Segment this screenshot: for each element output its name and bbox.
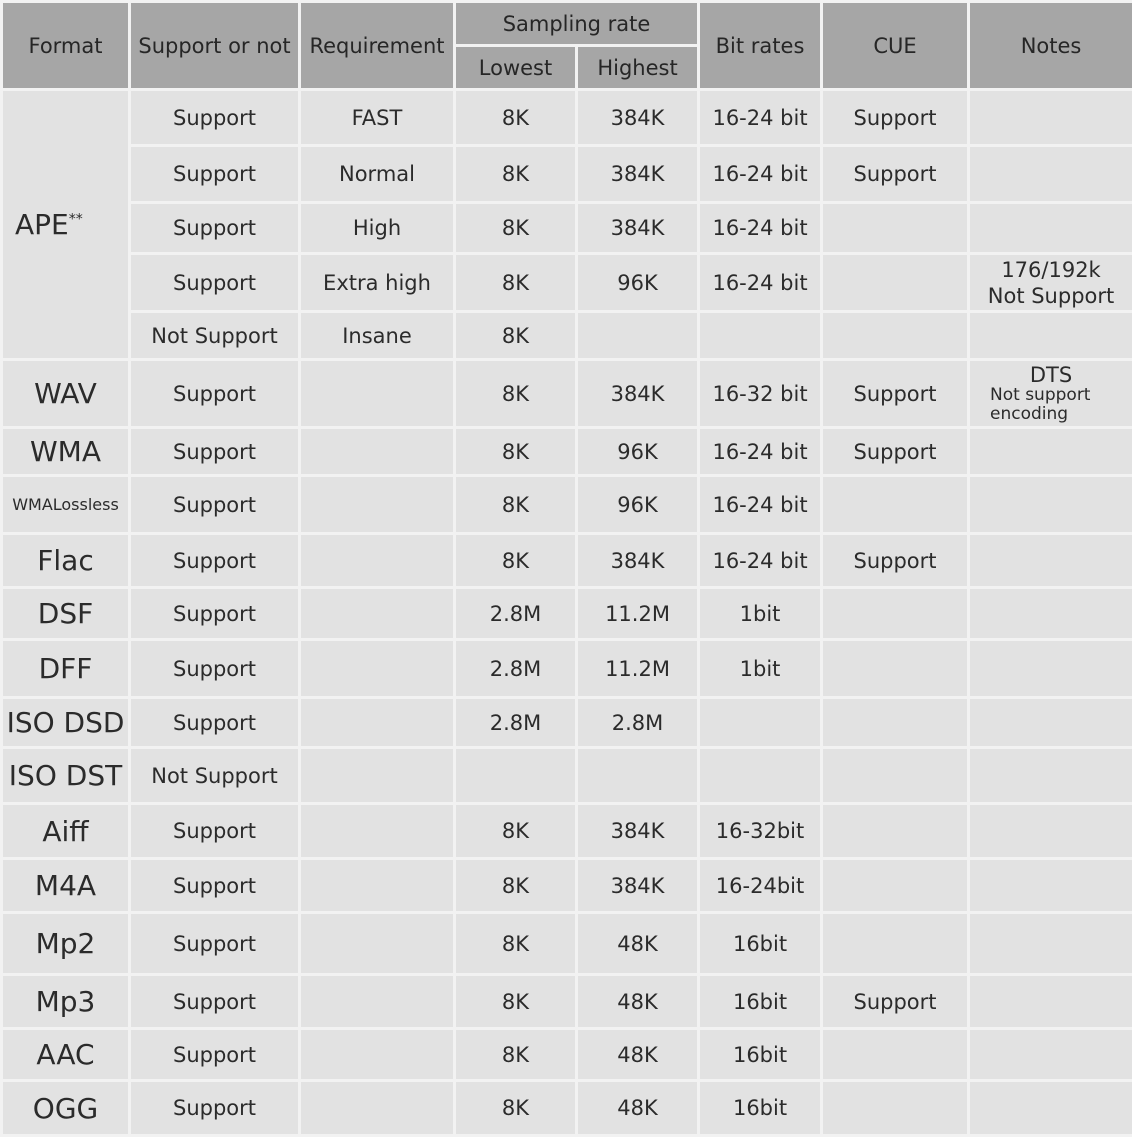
lowest-cell: 8K: [455, 428, 577, 476]
notes-cell: [969, 588, 1132, 640]
requirement-cell: [300, 975, 455, 1029]
cue-cell: [822, 748, 969, 804]
support-cell: Support: [130, 975, 300, 1029]
header-cue: CUE: [822, 2, 969, 90]
highest-cell: 384K: [577, 203, 699, 254]
lowest-cell: 8K: [455, 534, 577, 588]
cue-cell: [822, 254, 969, 312]
support-cell: Support: [130, 360, 300, 428]
support-cell: Support: [130, 1081, 300, 1136]
requirement-cell: [300, 1029, 455, 1081]
requirement-cell: [300, 748, 455, 804]
format-cell: M4A: [2, 859, 130, 913]
bits-cell: [699, 748, 822, 804]
notes-cell: [969, 476, 1132, 534]
bits-cell: 1bit: [699, 640, 822, 698]
cue-cell: [822, 698, 969, 748]
requirement-cell: [300, 640, 455, 698]
notes-cell: [969, 913, 1132, 975]
cue-cell: Support: [822, 90, 969, 146]
table-row: [2, 203, 1132, 254]
highest-cell: 96K: [577, 476, 699, 534]
notes-cell: [969, 698, 1132, 748]
format-cell: ISO DST: [2, 748, 130, 804]
notes-cell: [969, 1029, 1132, 1081]
lowest-cell: 2.8M: [455, 640, 577, 698]
highest-cell: 384K: [577, 360, 699, 428]
format-cell: WAV: [2, 360, 130, 428]
format-cell-ape: [2, 90, 130, 360]
bits-cell: 16-24 bit: [699, 254, 822, 312]
table-row: [2, 312, 1132, 360]
table-row: [2, 698, 1132, 748]
header-highest: Highest: [577, 46, 699, 90]
format-cell: Aiff: [2, 804, 130, 859]
bits-cell: 16bit: [699, 1081, 822, 1136]
highest-cell: 96K: [577, 254, 699, 312]
highest-cell: 48K: [577, 1029, 699, 1081]
requirement-cell: [300, 698, 455, 748]
format-cell: DFF: [2, 640, 130, 698]
support-cell: Support: [130, 254, 300, 312]
requirement-cell: [300, 428, 455, 476]
highest-cell: 384K: [577, 534, 699, 588]
lowest-cell: 8K: [455, 312, 577, 360]
bits-cell: 16-24 bit: [699, 90, 822, 146]
highest-cell: 48K: [577, 975, 699, 1029]
lowest-cell: 8K: [455, 90, 577, 146]
highest-cell: 48K: [577, 913, 699, 975]
table-row: [2, 1081, 1132, 1136]
lowest-cell: 8K: [455, 476, 577, 534]
support-cell: Support: [130, 588, 300, 640]
footnote-mark: **: [69, 212, 83, 228]
support-cell: Support: [130, 428, 300, 476]
table-row: [2, 588, 1132, 640]
requirement-cell: FAST: [300, 90, 455, 146]
bits-cell: 16bit: [699, 913, 822, 975]
table-header: [2, 2, 1132, 90]
highest-cell: 384K: [577, 859, 699, 913]
cue-cell: [822, 859, 969, 913]
highest-cell: 384K: [577, 90, 699, 146]
requirement-cell: [300, 804, 455, 859]
table-row: [2, 146, 1132, 203]
bits-cell: 16bit: [699, 975, 822, 1029]
lowest-cell: 2.8M: [455, 588, 577, 640]
notes-cell: [969, 146, 1132, 203]
requirement-cell: Normal: [300, 146, 455, 203]
lowest-cell: 8K: [455, 360, 577, 428]
requirement-cell: High: [300, 203, 455, 254]
cue-cell: Support: [822, 428, 969, 476]
table-row: [2, 534, 1132, 588]
cue-cell: [822, 913, 969, 975]
cue-cell: Support: [822, 360, 969, 428]
requirement-cell: [300, 913, 455, 975]
requirement-cell: [300, 588, 455, 640]
highest-cell: 384K: [577, 804, 699, 859]
cue-cell: [822, 203, 969, 254]
format-label: APE: [15, 208, 69, 241]
support-cell: Support: [130, 698, 300, 748]
header-sampling-rate: Sampling rate: [455, 2, 699, 46]
bits-cell: 16-32 bit: [699, 360, 822, 428]
format-cell: AAC: [2, 1029, 130, 1081]
notes-cell: [969, 203, 1132, 254]
table-row: [2, 476, 1132, 534]
requirement-cell: [300, 360, 455, 428]
notes-cell: [969, 312, 1132, 360]
support-cell: Not Support: [130, 312, 300, 360]
cue-cell: Support: [822, 146, 969, 203]
header-support: Support or not: [130, 2, 300, 90]
bits-cell: 16-24 bit: [699, 534, 822, 588]
cue-cell: [822, 588, 969, 640]
requirement-cell: [300, 1081, 455, 1136]
highest-cell: [577, 748, 699, 804]
support-cell: Support: [130, 1029, 300, 1081]
cue-cell: [822, 1081, 969, 1136]
table-row: [2, 913, 1132, 975]
notes-cell: [969, 859, 1132, 913]
lowest-cell: 8K: [455, 804, 577, 859]
notes-cell: [969, 254, 1132, 312]
note-text: DTS: [970, 364, 1132, 386]
table-row: [2, 859, 1132, 913]
lowest-cell: 2.8M: [455, 698, 577, 748]
table-row: [2, 640, 1132, 698]
notes-cell: [969, 748, 1132, 804]
bits-cell: [699, 312, 822, 360]
requirement-cell: Insane: [300, 312, 455, 360]
notes-cell: [969, 1081, 1132, 1136]
support-cell: Support: [130, 90, 300, 146]
note-text: 176/192k: [970, 257, 1132, 283]
bits-cell: 16-24 bit: [699, 203, 822, 254]
lowest-cell: 8K: [455, 146, 577, 203]
table-row: [2, 428, 1132, 476]
highest-cell: 11.2M: [577, 640, 699, 698]
header-format: Format: [2, 2, 130, 90]
lowest-cell: [455, 748, 577, 804]
requirement-cell: [300, 476, 455, 534]
requirement-cell: Extra high: [300, 254, 455, 312]
highest-cell: [577, 312, 699, 360]
table-row: [2, 748, 1132, 804]
notes-cell: [969, 804, 1132, 859]
cue-cell: [822, 804, 969, 859]
support-cell: Support: [130, 804, 300, 859]
table-row: [2, 804, 1132, 859]
bits-cell: 16bit: [699, 1029, 822, 1081]
note-text: encoding: [970, 405, 1132, 424]
notes-cell: [969, 90, 1132, 146]
highest-cell: 48K: [577, 1081, 699, 1136]
note-text: Not support: [970, 386, 1132, 405]
support-cell: Support: [130, 146, 300, 203]
table-row: [2, 90, 1132, 146]
format-cell: OGG: [2, 1081, 130, 1136]
bits-cell: 1bit: [699, 588, 822, 640]
lowest-cell: 8K: [455, 975, 577, 1029]
cue-cell: [822, 640, 969, 698]
header-requirement: Requirement: [300, 2, 455, 90]
highest-cell: 96K: [577, 428, 699, 476]
highest-cell: 384K: [577, 146, 699, 203]
lowest-cell: 8K: [455, 913, 577, 975]
bits-cell: [699, 698, 822, 748]
table-row: [2, 975, 1132, 1029]
support-cell: Support: [130, 534, 300, 588]
table-row: [2, 1029, 1132, 1081]
lowest-cell: 8K: [455, 859, 577, 913]
support-cell: Not Support: [130, 748, 300, 804]
format-cell: Mp3: [2, 975, 130, 1029]
table-body: [2, 90, 1132, 1136]
format-cell: WMALossless: [2, 476, 130, 534]
notes-cell: [969, 534, 1132, 588]
notes-cell: [969, 975, 1132, 1029]
cue-cell: [822, 1029, 969, 1081]
lowest-cell: 8K: [455, 254, 577, 312]
cue-cell: [822, 312, 969, 360]
lowest-cell: 8K: [455, 203, 577, 254]
notes-cell: [969, 640, 1132, 698]
support-cell: Support: [130, 640, 300, 698]
bits-cell: 16-32bit: [699, 804, 822, 859]
cue-cell: Support: [822, 534, 969, 588]
table-row: [2, 360, 1132, 428]
requirement-cell: [300, 859, 455, 913]
highest-cell: 2.8M: [577, 698, 699, 748]
format-cell: WMA: [2, 428, 130, 476]
bits-cell: 16-24 bit: [699, 428, 822, 476]
format-cell: Flac: [2, 534, 130, 588]
bits-cell: 16-24 bit: [699, 146, 822, 203]
header-lowest: Lowest: [455, 46, 577, 90]
header-bit-rates: Bit rates: [699, 2, 822, 90]
requirement-cell: [300, 534, 455, 588]
cue-cell: Support: [822, 975, 969, 1029]
bits-cell: 16-24 bit: [699, 476, 822, 534]
header-notes: Notes: [969, 2, 1132, 90]
cue-cell: [822, 476, 969, 534]
lowest-cell: 8K: [455, 1081, 577, 1136]
notes-cell: [969, 360, 1132, 428]
format-cell: Mp2: [2, 913, 130, 975]
support-cell: Support: [130, 859, 300, 913]
support-cell: Support: [130, 203, 300, 254]
lowest-cell: 8K: [455, 1029, 577, 1081]
note-text: Not Support: [970, 283, 1132, 309]
table-row: [2, 254, 1132, 312]
notes-cell: [969, 428, 1132, 476]
format-cell: ISO DSD: [2, 698, 130, 748]
format-cell: DSF: [2, 588, 130, 640]
support-cell: Support: [130, 476, 300, 534]
bits-cell: 16-24bit: [699, 859, 822, 913]
support-cell: Support: [130, 913, 300, 975]
highest-cell: 11.2M: [577, 588, 699, 640]
